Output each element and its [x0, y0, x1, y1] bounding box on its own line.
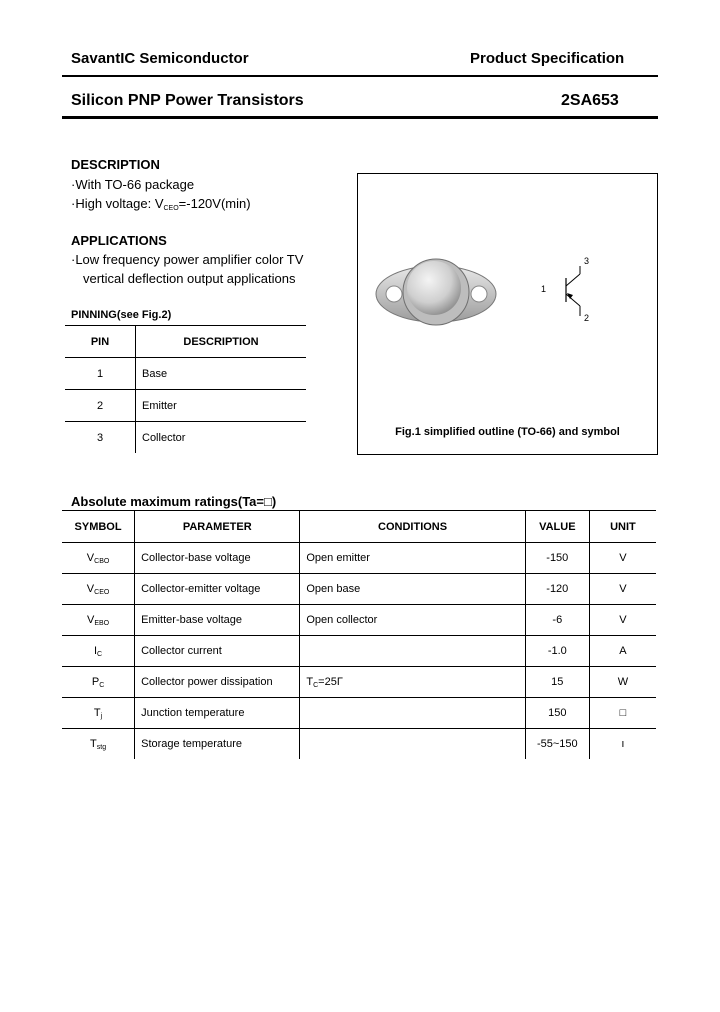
- unit-header: UNIT: [589, 511, 656, 543]
- pinning-title: PINNING(see Fig.2): [71, 309, 172, 321]
- unit-cell: □: [589, 698, 656, 729]
- table-row: [62, 698, 656, 729]
- product-line: Silicon PNP Power Transistors: [71, 92, 304, 109]
- parameter-cell: Junction temperature: [135, 698, 300, 729]
- pin-description: Emitter: [136, 390, 307, 422]
- value-cell: -1.0: [525, 636, 589, 667]
- applications-line-2: vertical deflection output applications: [83, 271, 296, 286]
- applications-line-1: ·Low frequency power amplifier color TV: [71, 252, 304, 267]
- parameter-cell: Collector power dissipation: [135, 667, 300, 698]
- table-row: [65, 358, 306, 390]
- parameter-cell: Storage temperature: [135, 729, 300, 760]
- value-cell: 150: [525, 698, 589, 729]
- symbol-cell: $I_C$: [62, 636, 135, 667]
- symbol-cell: $V_{CEO}$: [62, 574, 135, 605]
- pin-header: PIN: [65, 326, 136, 358]
- table-row: [62, 636, 656, 667]
- table-row: [62, 605, 656, 636]
- ratings-header-row: [62, 511, 656, 543]
- symbol-cell: $P_C$: [62, 667, 135, 698]
- pin-number: 2: [65, 390, 136, 422]
- conditions-header: CONDITIONS: [300, 511, 525, 543]
- value-cell: -150: [525, 543, 589, 574]
- pin-description: Collector: [142, 431, 186, 444]
- conditions-cell: Open base: [300, 574, 525, 605]
- unit-cell: W: [589, 667, 656, 698]
- parameter-header: PARAMETER: [135, 511, 300, 543]
- table-row: [62, 574, 656, 605]
- pinning-header-row: [65, 326, 306, 358]
- parameter-cell: Emitter-base voltage: [135, 605, 300, 636]
- unit-cell: V: [589, 605, 656, 636]
- pinning-table: [65, 325, 306, 453]
- figure-caption: Fig.1 simplified outline (TO-66) and symbol: [395, 426, 620, 438]
- document-type: Product Specification: [470, 50, 625, 67]
- symbol-cell: $T_{stg}$: [62, 729, 135, 760]
- figure-box: [357, 173, 658, 455]
- ratings-title: Absolute maximum ratings(Ta=□): [71, 494, 277, 509]
- symbol-cell: $V_{EBO}$: [62, 605, 135, 636]
- value-cell: -6: [525, 605, 589, 636]
- description-item-voltage: ·High voltage: $V_{CEO}=-120V(\min)$: [71, 196, 251, 212]
- pnp-transistor-symbol-icon: [358, 174, 657, 454]
- unit-cell: V: [589, 543, 656, 574]
- symbol-pin-1-label: 1: [541, 284, 547, 294]
- conditions-cell: [300, 636, 525, 667]
- symbol-cell: $T_j$: [62, 698, 135, 729]
- company-name: SavantIC Semiconductor: [71, 50, 249, 67]
- parameter-cell: Collector-base voltage: [135, 543, 300, 574]
- pin-description: Base: [136, 358, 307, 390]
- unit-cell: A: [589, 636, 656, 667]
- applications-title: APPLICATIONS: [71, 233, 167, 248]
- symbol-header: SYMBOL: [62, 511, 135, 543]
- unit-cell: ı: [621, 738, 625, 750]
- parameter-cell: Collector-emitter voltage: [135, 574, 300, 605]
- ratings-table: [62, 510, 656, 759]
- table-row: [62, 729, 656, 760]
- value-cell: -120: [525, 574, 589, 605]
- pin-number: 1: [65, 358, 136, 390]
- value-cell: 15: [525, 667, 589, 698]
- symbol-cell: $V_{CBO}$: [62, 543, 135, 574]
- pin-number: 3: [65, 422, 136, 454]
- pin-description-header: DESCRIPTION: [136, 326, 307, 358]
- table-row: [62, 667, 656, 698]
- description-title: DESCRIPTION: [71, 157, 160, 172]
- conditions-cell: Open collector: [300, 605, 525, 636]
- conditions-cell: $T_C=25\Gamma$: [300, 667, 525, 698]
- conditions-cell: [300, 729, 525, 760]
- symbol-pin-3-label: 3: [584, 256, 590, 266]
- unit-cell: V: [589, 574, 656, 605]
- table-row: [65, 422, 306, 454]
- header-rule-top: [62, 75, 658, 77]
- value-header: VALUE: [525, 511, 589, 543]
- description-item-package: ·With TO-66 package: [71, 177, 195, 192]
- table-row: [62, 543, 656, 574]
- header-rule-bottom: [62, 116, 658, 119]
- conditions-cell: Open emitter: [300, 543, 525, 574]
- conditions-cell: [300, 698, 525, 729]
- table-row: [65, 390, 306, 422]
- value-cell: -55~150: [525, 729, 589, 760]
- symbol-pin-2-label: 2: [584, 313, 590, 323]
- parameter-cell: Collector current: [135, 636, 300, 667]
- part-number: 2SA653: [561, 92, 619, 109]
